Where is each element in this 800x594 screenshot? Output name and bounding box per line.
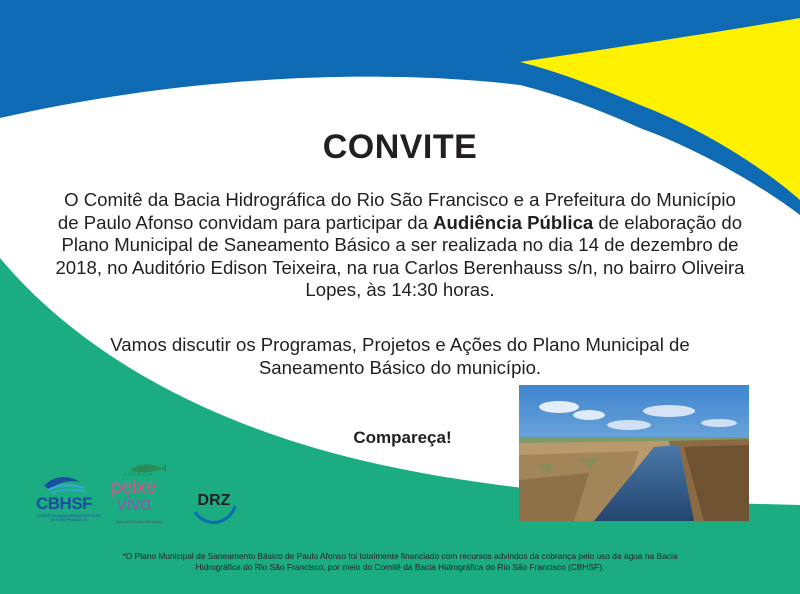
invitation-title: CONVITE <box>322 128 478 166</box>
peixe-vivo-agency: AGÊNCIA <box>124 472 154 478</box>
funding-footnote: *O Plano Municipal de Saneamento Básico de Paulo Afonso foi totalmente financiado com recursos advindos da cobrança pelo uso da água na Bacia Hidrográfica do Rio São Francisco, por meio do Comitê da Bacia Hidrográfica do Rio São Francisco (CBHSF). <box>122 551 678 572</box>
peixe-vivo-word2: vivo <box>117 494 151 515</box>
drz-logo <box>185 472 243 526</box>
cbhsf-subtitle: COMITÊ DA BACIA HIDROGRÁFICA DO RIO SÃO FRANCISCO <box>36 514 102 522</box>
peixe-vivo-word1: peixe <box>111 477 157 498</box>
invitation-paragraph <box>55 189 745 302</box>
fish-waves-icon <box>40 470 90 494</box>
drz-circle-icon <box>185 472 243 526</box>
peixe-vivo-subtitle: Agência de Bacia Hidrográfica <box>116 520 164 524</box>
paragraph-highlight: Audiência Pública <box>433 211 594 233</box>
discussion-paragraph: Vamos discutir os Programas, Projetos e Ações do Plano Municipal de Saneamento Básico do município. <box>110 334 690 378</box>
cbhsf-name: CBHSF <box>36 494 93 513</box>
peixe-vivo-logo <box>108 462 178 528</box>
river-canyon-photo <box>519 385 749 521</box>
paragraph-intro: O Comitê da Bacia Hidrográfica do Rio São Francisco e a Prefeitura do Município de Paulo Afonso convidam para participar da <box>57 189 736 233</box>
drz-name: DRZ <box>197 492 231 509</box>
call-to-action: Compareça! <box>353 428 452 447</box>
paragraph-rest: de elaboração do Plano Municipal de Saneamento Básico a ser realizada no dia 14 de dezembro de 2018, no Auditório Edison Teixeira, na rua Carlos Berenhauss s/n, no bairro Oliveira Lopes, às 14:30 horas. <box>55 211 745 300</box>
cbhsf-logo <box>30 470 105 526</box>
